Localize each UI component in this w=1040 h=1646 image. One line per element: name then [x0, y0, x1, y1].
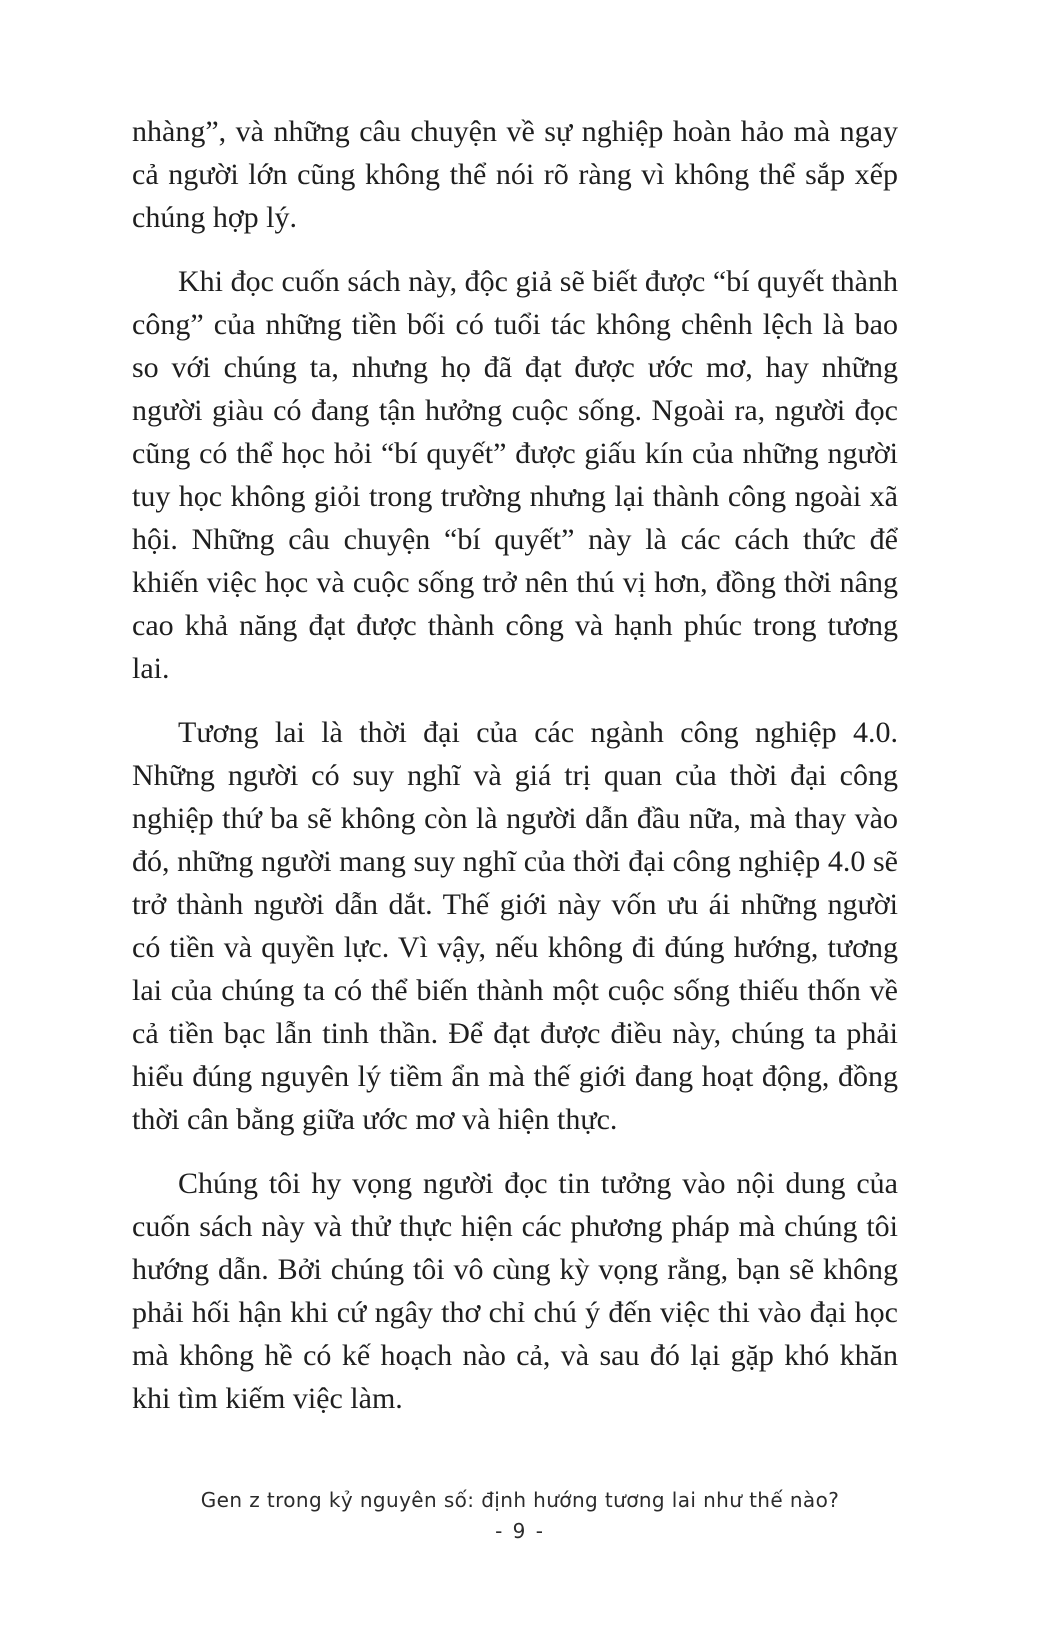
paragraph: Khi đọc cuốn sách này, độc giả sẽ biết được “bí quyết thành công” của những tiền bối có tuổi tác không chênh lệch là bao so với chúng ta, nhưng họ đã đạt được ước mơ, hay những người giàu có đang tận hưởng cuộc sống. Ngoài ra, người đọc cũng có thể học hỏi “bí quyết” được giấu kín của những người tuy học không giỏi trong trường nhưng lại thành công ngoài xã hội. Những câu chuyện “bí quyết” này là các cách thức để khiến việc học và cuộc sống trở nên thú vị hơn, đồng thời nâng cao khả năng đạt được thành công và hạnh phúc trong tương lai.	[132, 265, 898, 685]
running-footer-book-title: Gen z trong kỷ nguyên số: định hướng tương lai như thế nào?	[200, 1488, 840, 1512]
page-number: - 9 -	[495, 1519, 545, 1543]
paragraph-continuation: nhàng”, và những câu chuyện về sự nghiệp hoàn hảo mà ngay cả người lớn cũng không thể nói rõ ràng vì không thể sắp xếp chúng hợp lý.	[132, 115, 898, 234]
page-body-text	[132, 110, 898, 1441]
paragraph: Chúng tôi hy vọng người đọc tin tưởng vào nội dung của cuốn sách này và thử thực hiện các phương pháp mà chúng tôi hướng dẫn. Bởi chúng tôi vô cùng kỳ vọng rằng, bạn sẽ không phải hối hận khi cứ ngây thơ chỉ chú ý đến việc thi vào đại học mà không hề có kế hoạch nào cả, và sau đó lại gặp khó khăn khi tìm kiếm việc làm.	[132, 1167, 898, 1415]
paragraph: Tương lai là thời đại của các ngành công nghiệp 4.0. Những người có suy nghĩ và giá trị quan của thời đại công nghiệp thứ ba sẽ không còn là người dẫn đầu nữa, mà thay vào đó, những người mang suy nghĩ của thời đại công nghiệp 4.0 sẽ trở thành người dẫn dắt. Thế giới này vốn ưu ái những người có tiền và quyền lực. Vì vậy, nếu không đi đúng hướng, tương lai của chúng ta có thể biến thành một cuộc sống thiếu thốn về cả tiền bạc lẫn tinh thần. Để đạt được điều này, chúng ta phải hiểu đúng nguyên lý tiềm ẩn mà thế giới đang hoạt động, đồng thời cân bằng giữa ước mơ và hiện thực.	[132, 716, 898, 1136]
page-footer	[0, 1488, 1040, 1543]
